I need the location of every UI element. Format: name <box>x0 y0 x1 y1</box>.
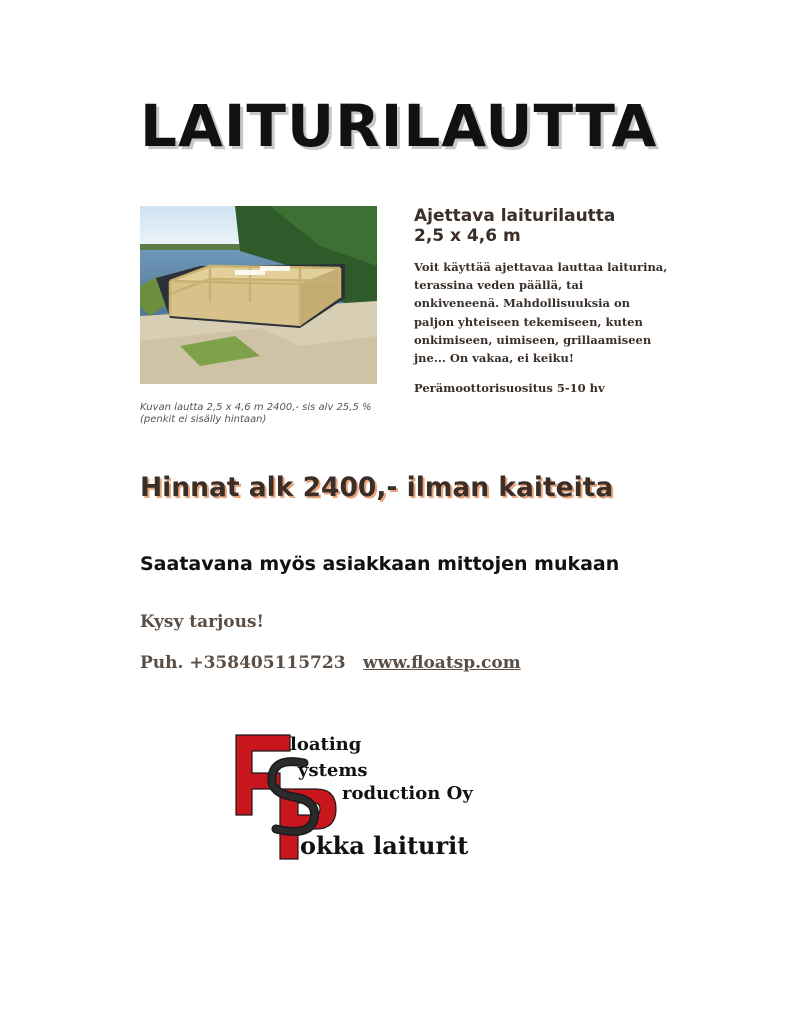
phone-number: Puh. +358405115723 <box>140 653 346 673</box>
product-size: 2,5 x 4,6 m <box>414 226 521 246</box>
description-line: Voit käyttää ajettavaa lauttaa laiturina, <box>414 260 668 274</box>
description-line: jne... On vakaa, ei keiku! <box>414 351 574 366</box>
photo-caption-line: Kuvan lautta 2,5 x 4,6 m 2400,- sis alv 25,5 % <box>140 402 372 413</box>
logo-word-systems: ystems <box>298 760 368 781</box>
description-line: terassina veden päällä, tai <box>414 278 584 293</box>
product-title <box>414 206 615 246</box>
photo-caption-line: (penkit ei sisälly hintaan) <box>140 414 267 425</box>
logo-word-production: roduction Oy <box>342 783 473 804</box>
company-logo <box>232 733 507 863</box>
ask-quote-text: Kysy tarjous! <box>140 612 264 632</box>
motor-recommendation: Perämoottorisuositus 5-10 hv <box>414 381 605 395</box>
logo-word-floating: loating <box>290 734 362 755</box>
logo-word-pokka: okka laiturit <box>300 831 469 860</box>
website-link[interactable]: www.floatsp.com <box>363 653 521 673</box>
logo-wordmark <box>232 733 507 863</box>
product-name: Ajettava laiturilautta <box>414 206 616 226</box>
product-description <box>414 258 668 367</box>
photo-caption <box>140 402 390 426</box>
description-line: onkimiseen, uimiseen, grillaamiseen <box>414 332 652 347</box>
raft-photo <box>140 206 377 384</box>
price-heading: Hinnat alk 2400,- ilman kaiteita <box>140 472 614 503</box>
description-line: onkiveneenä. Mahdollisuuksia on <box>414 296 631 311</box>
description-line: paljon yhteiseen tekemiseen, kuten <box>414 314 643 329</box>
custom-size-note: Saatavana myös asiakkaan mittojen mukaan <box>140 553 620 575</box>
page-title: LAITURILAUTTA <box>140 92 658 160</box>
